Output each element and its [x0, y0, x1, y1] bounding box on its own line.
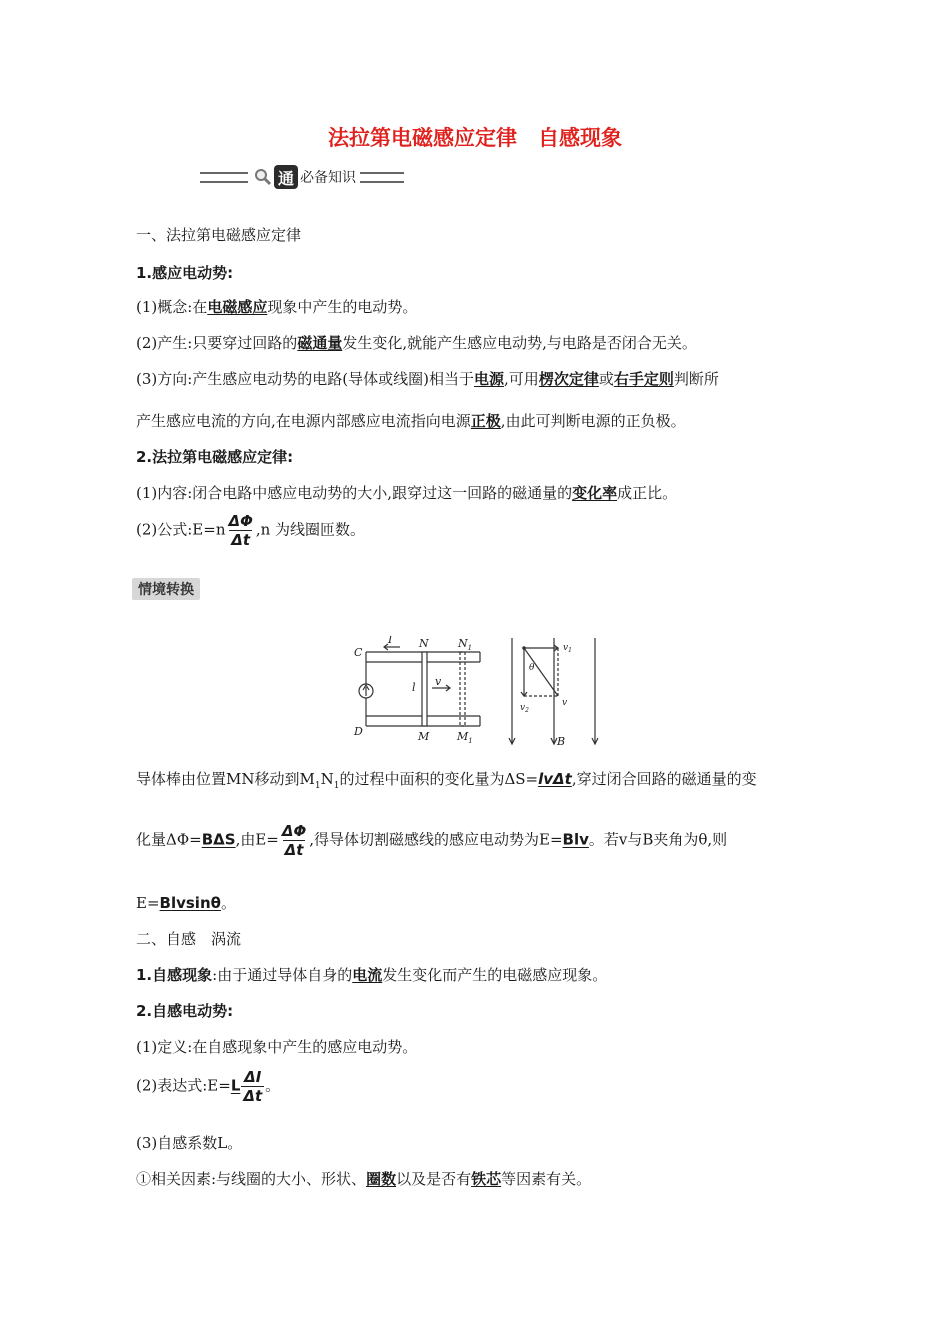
page-title: 法拉第电磁感应定律 自感现象	[328, 126, 622, 150]
section-label: 必备知识	[300, 170, 356, 186]
answer-blank: 右手定则	[613, 370, 674, 388]
label-N1: $N_1$	[458, 637, 473, 652]
answer-blank: L	[230, 1076, 241, 1095]
subheading-emf: 1.感应电动势:	[136, 264, 234, 282]
label-v: v	[435, 675, 442, 688]
fraction: $\frac{\Delta I}{\Delta t}$	[243, 1068, 263, 1105]
label-C: C	[354, 646, 363, 659]
answer-blank: 电源	[474, 370, 505, 388]
divider-left	[200, 172, 248, 183]
line-direction-cont: 产生感应电流的方向,在电源内部感应电流指向电源正极,由此可判断电源的正负极。	[136, 412, 686, 430]
label-l: l	[412, 681, 416, 694]
line-sin: E=Blvsinθ。	[136, 894, 236, 912]
answer-blank: 变化率	[572, 484, 618, 502]
answer-blank: 正极	[470, 412, 501, 430]
answer-blank: 楞次定律	[538, 370, 599, 388]
tong-badge-icon: 通	[274, 165, 298, 189]
line-formula: (2)公式:E=n $\frac{\Delta\Phi}{\Delta t}$ ,n 为线圈匝数。	[136, 512, 366, 549]
label-M: M	[418, 730, 430, 743]
magnifier-icon	[254, 168, 272, 186]
fraction: $\frac{\Delta\Phi}{\Delta t}$	[281, 822, 307, 859]
subheading-self-emf: 2.自感电动势:	[136, 1002, 234, 1020]
answer-blank: 磁通量	[297, 334, 343, 352]
line-area-change: 导体棒由位置MN移动到$M_1N_1$的过程中面积的变化量为ΔS=lvΔt,穿过闭合回路的磁通量的变	[136, 770, 757, 791]
label-M1: $M_1$	[457, 730, 473, 745]
answer-blank: lvΔt	[538, 770, 572, 788]
fraction: $\frac{\Delta\Phi}{\Delta t}$	[228, 512, 253, 549]
label-v2: $v_2$	[520, 703, 529, 714]
label-v1: $v_1$	[563, 643, 572, 654]
line-flux-change: 化量ΔΦ=BΔS,由E= $\frac{\Delta\Phi}{\Delta t}$ ,得导体切割磁感线的感应电动势为E=Blv。若v与B夹角为θ,则	[136, 822, 728, 859]
line-generation: (2)产生:只要穿过回路的磁通量发生变化,就能产生感应电动势,与电路是否闭合无关。	[136, 334, 697, 352]
section-heading-2: 二、自感 涡流	[136, 930, 242, 948]
label-theta: θ	[529, 663, 535, 673]
answer-blank: BΔS	[201, 830, 236, 849]
subheading-faraday: 2.法拉第电磁感应定律:	[136, 448, 294, 466]
line-content: (1)内容:闭合电路中感应电动势的大小,跟穿过这一回路的磁通量的变化率成正比。	[136, 484, 678, 502]
divider-right	[360, 172, 404, 183]
answer-blank: 电流	[352, 966, 383, 984]
line-factors: ①相关因素:与线圈的大小、形状、圈数以及是否有铁芯等因素有关。	[136, 1170, 592, 1188]
label-v-resultant: v	[562, 698, 568, 708]
answer-blank: 铁芯	[471, 1170, 502, 1188]
answer-blank: 圈数	[366, 1170, 397, 1188]
scenario-tag: 情境转换	[132, 578, 200, 600]
answer-blank: Blvsinθ	[159, 894, 221, 912]
section-header	[200, 162, 404, 192]
line-direction: (3)方向:产生感应电动势的电路(导体或线圈)相当于电源,可用楞次定律或右手定则判断所	[136, 370, 719, 388]
answer-blank: 电磁感应	[207, 298, 268, 316]
line-self-induction: 1.自感现象:由于通过导体自身的电流发生变化而产生的电磁感应现象。	[136, 966, 608, 984]
label-B: B	[557, 735, 566, 748]
label-I: I	[388, 636, 393, 646]
label-N: N	[419, 637, 429, 650]
line-concept: (1)概念:在电磁感应现象中产生的电动势。	[136, 298, 418, 316]
line-definition: (1)定义:在自感现象中产生的感应电动势。	[136, 1038, 418, 1056]
answer-blank: Blv	[562, 830, 589, 849]
line-expression: (2)表达式:E=L $\frac{\Delta I}{\Delta t}$ 。	[136, 1068, 281, 1105]
circuit-figure	[340, 636, 610, 748]
section-heading-1: 一、法拉第电磁感应定律	[136, 226, 302, 244]
label-D: D	[354, 725, 363, 738]
line-coefficient: (3)自感系数L。	[136, 1134, 243, 1152]
